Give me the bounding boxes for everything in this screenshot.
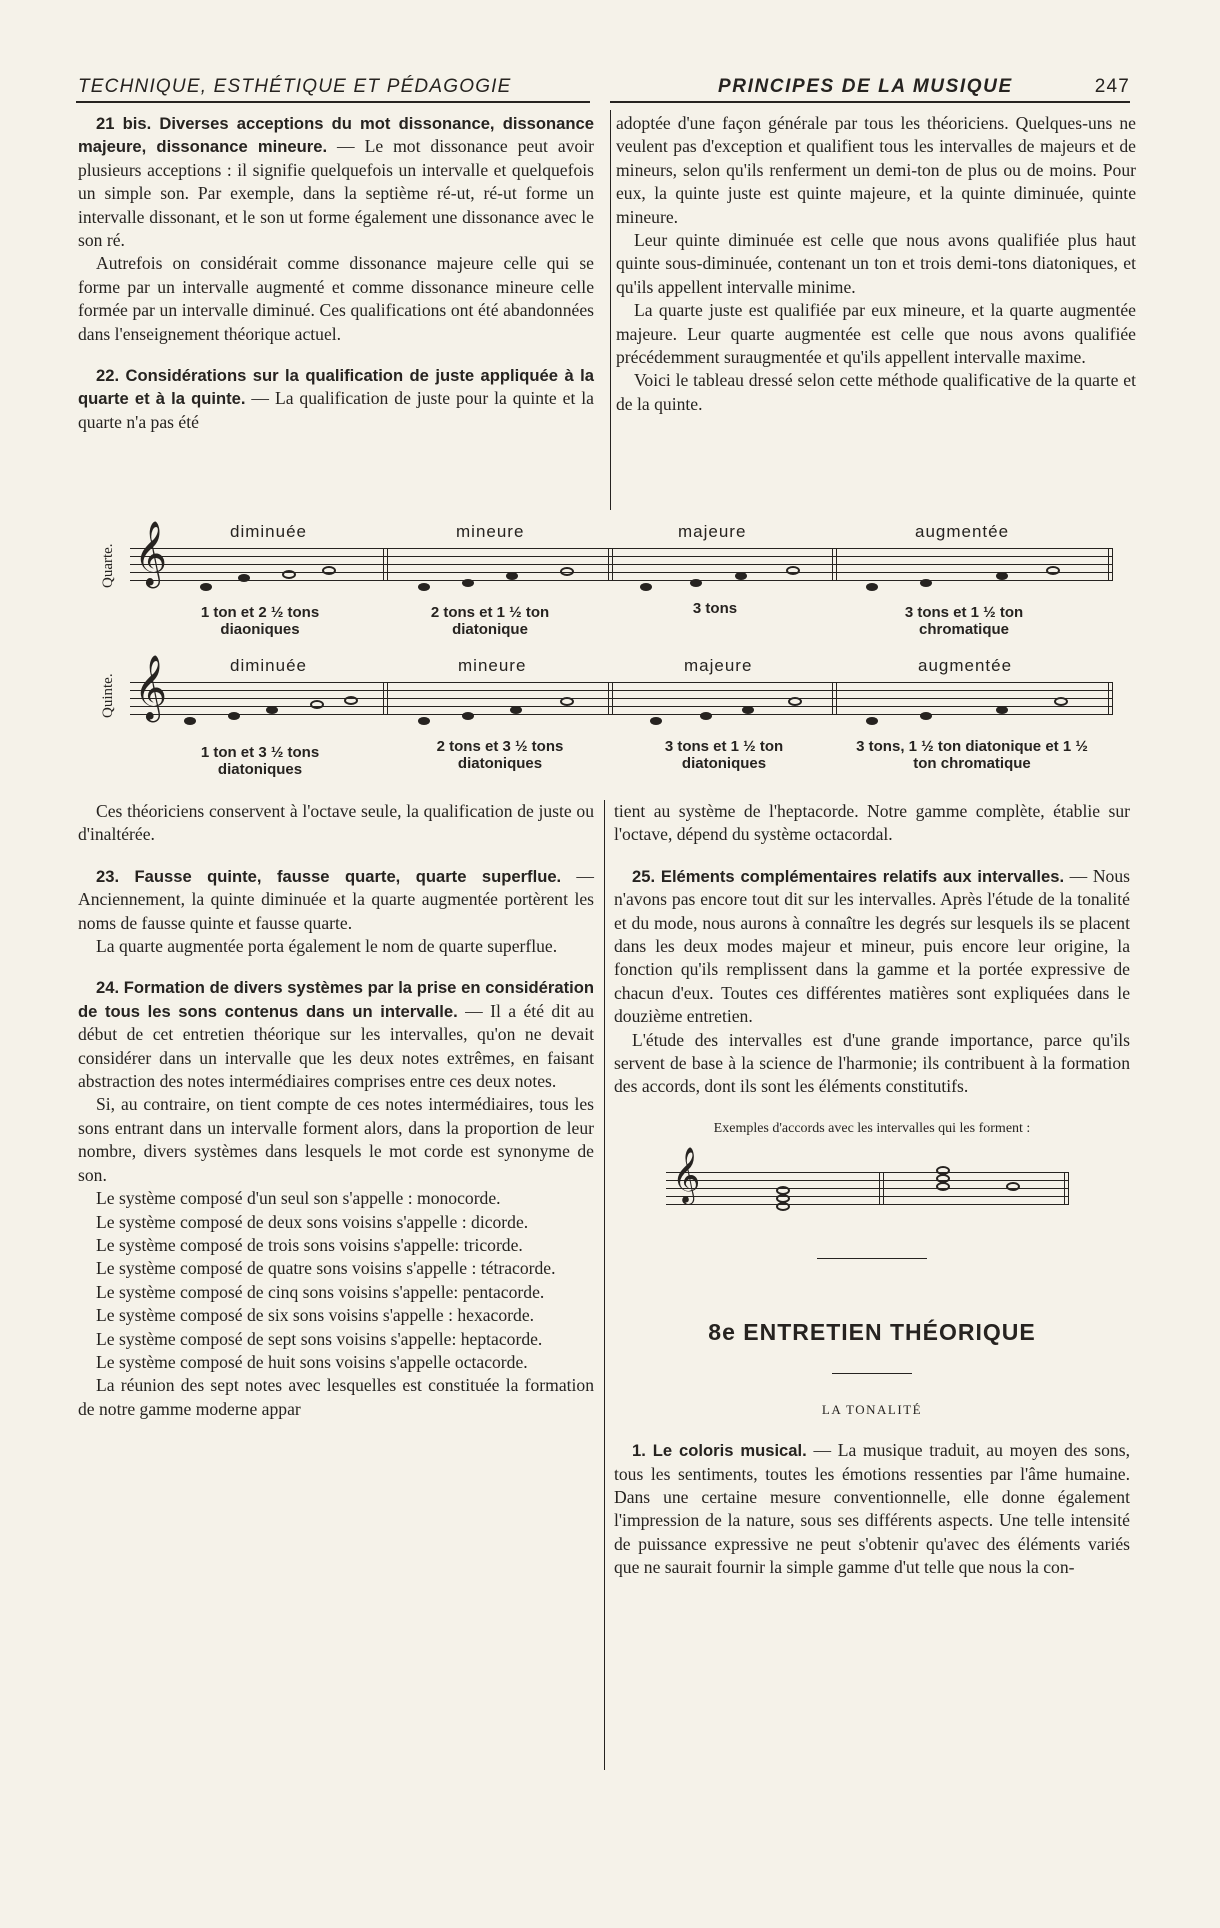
quarte-caption-2: 2 tons et 1 ½ ton diatonique <box>430 604 550 638</box>
example-title: Exemples d'accords avec les intervalles qui les forment : <box>713 1120 1031 1136</box>
section-24-title: 24. Formation de divers systèmes par la prise en considération de tous les sons contenus dans un intervalle. <box>78 978 594 1021</box>
system-item: Le système composé de cinq sons voisins s'appelle: pentacorde. <box>96 1281 545 1302</box>
quinte-heading-1: diminuée <box>230 656 307 675</box>
top-right-column <box>616 112 1136 416</box>
section-21-body: — Le mot dissonance peut avoir plusieurs acceptions : il signifie quelquefois un intervalle et quelquefois un simple son. Par exemple, dans la septième ré-ut, ré-ut forme un intervalle dissonant, et le son ut forme également une dissonance avec le son ré. <box>78 136 594 251</box>
bottom-right-p0: tient au système de l'heptacorde. Notre gamme complète, établie sur l'octave, dépend du système octacordal. <box>614 801 1130 845</box>
section-22-title: 22. Considérations sur la qualification de juste appliquée à la quarte et à la quinte. <box>78 366 594 409</box>
quarte-caption-3: 3 tons <box>692 600 738 617</box>
quarte-caption-4: 3 tons et 1 ½ ton chromatique <box>904 604 1024 638</box>
section-22-body: — La qualification de juste pour la quinte et la quarte n'a pas été <box>78 388 594 432</box>
column-divider-bottom <box>604 800 605 1770</box>
bottom-left-column <box>78 800 594 1421</box>
chapter-subtitle: LA TONALITÉ <box>821 1401 923 1417</box>
bottom-left-p0: Ces théoriciens conservent à l'octave seule, la qualification de juste ou d'inaltérée. <box>78 801 594 845</box>
section-24-body: — Il a été dit au début de cet entretien théorique sur les intervalles, qu'on ne devait considérer dans un intervalle que les deux notes extrêmes, en faisant abstraction des notes intermédiaires comprises entre ces deux notes. <box>78 1000 594 1092</box>
top-right-p4: Voici le tableau dressé selon cette méthode qualificative de la quarte et de la quinte. <box>616 370 1136 414</box>
quarte-heading-3: majeure <box>678 522 747 541</box>
section-25-body: — Nous n'avons pas encore tout dit sur les intervalles. Après l'étude de la tonalité et du mode, nous aurons à connaître les degrés sur lesquels ils se placent dans les deux modes majeur et mineur, puis encore leur origine, la fonction qu'ils remplissent dans la gamme et la portée expressive de chacun d'eux. Toutes ces différentes matières sont expliquées dans le douzième entretien. <box>614 865 1131 1027</box>
section-23-body: — Anciennement, la quinte diminuée et la quarte augmentée portèrent les noms de fausse quinte et fausse quarte. <box>78 865 594 933</box>
quarte-caption-1: 1 ton et 2 ½ tons diaoniques <box>200 604 320 638</box>
treble-clef-icon: 𝄞 <box>672 1149 701 1203</box>
chapter-rule <box>832 1373 912 1374</box>
top-right-p1: adoptée d'une façon générale par tous les théoriciens. Quelques-uns ne veulent pas d'exception et qualifient tous les intervalles de majeurs et de mineurs, selon qu'ils renferment un demi-ton de plus ou de moins. Pour eux, la quinte juste est quinte majeure, et la quinte diminuée, quinte mineure. <box>616 113 1136 227</box>
chapter-heading: 8e ENTRETIEN THÉORIQUE <box>708 1319 1036 1346</box>
system-item: Le système composé de sept sons voisins s'appelle: heptacorde. <box>96 1328 543 1349</box>
header-rule-left <box>76 101 590 103</box>
quinte-label: Quinte. <box>100 673 116 718</box>
section-23-p2: La quarte augmentée porta également le nom de quarte superflue. <box>96 936 558 957</box>
bottom-right-column <box>614 800 1130 1580</box>
header-right: PRINCIPES DE LA MUSIQUE <box>718 76 1013 97</box>
quinte-heading-4: augmentée <box>918 656 1013 675</box>
section-25-p2: L'étude des intervalles est d'une grande importance, parce qu'ils servent de base à la science de l'harmonie; ils contribuent à la formation des accords, dont ils sont les éléments constitutifs. <box>614 1029 1130 1097</box>
quinte-heading-2: mineure <box>458 656 527 675</box>
treble-clef-icon: 𝄞 <box>134 657 168 719</box>
section-1-title: 1. Le coloris musical. <box>632 1441 807 1461</box>
section-25-title: 25. Eléments complémentaires relatifs aux intervalles. <box>632 866 1065 886</box>
page-number: 247 <box>1094 76 1130 97</box>
section-21-title: 21 bis. Diverses acceptions du mot dissonance, dissonance majeure, dissonance mineure. <box>78 114 594 157</box>
bottom-left-last: La réunion des sept notes avec lesquelles est constituée la formation de notre gamme moderne appar <box>78 1375 594 1419</box>
system-item: Le système composé de trois sons voisins s'appelle: tricorde. <box>96 1234 523 1255</box>
column-divider-top <box>610 110 611 510</box>
section-23-title: 23. Fausse quinte, fausse quarte, quarte superflue. <box>96 866 562 886</box>
system-item: Le système composé de deux sons voisins s'appelle : dicorde. <box>96 1211 529 1232</box>
quarte-label: Quarte. <box>100 543 116 588</box>
quinte-heading-3: majeure <box>684 656 753 675</box>
system-item: Le système composé d'un seul son s'appelle : monocorde. <box>96 1188 501 1209</box>
section-21-p2: Autrefois on considérait comme dissonance majeure celle qui se forme par un intervalle augmenté et comme dissonance mineure celle formée par un intervalle diminué. Ces qualifications ont été abandonnées dans l'enseignement théorique actuel. <box>78 253 594 344</box>
system-item: Le système composé de six sons voisins s'appelle : hexacorde. <box>96 1305 535 1326</box>
quarte-heading-2: mineure <box>456 522 525 541</box>
top-left-column <box>78 112 594 434</box>
top-right-p3: La quarte juste est qualifiée par eux mineure, et la quarte augmentée majeure. Leur quarte augmentée est celle que nous avons qualifiée précédemment suraugmentée et qu'ils appellent intervalle maxime. <box>616 300 1136 368</box>
system-item: Le système composé de huit sons voisins s'appelle octacorde. <box>96 1351 528 1372</box>
header-left: TECHNIQUE, ESTHÉTIQUE ET PÉDAGOGIE <box>78 76 512 97</box>
quinte-caption-4: 3 tons, 1 ½ ton diatonique et 1 ½ ton chromatique <box>856 738 1088 772</box>
chord-example <box>666 1149 1068 1224</box>
system-item: Le système composé de quatre sons voisins s'appelle : tétracorde. <box>96 1258 556 1279</box>
running-header <box>78 76 1130 102</box>
divider-rule <box>817 1258 927 1259</box>
section-1-body: — La musique traduit, au moyen des sons, tous les sentiments, toutes les émotions ressenties par l'âme humaine. Dans une certaine mesure conventionnelle, elle donne également l'impression de la nature, sous ses différents aspects. Une telle intensité de puissance expressive ne peut s'obtenir qu'avec des éléments variés que ne saurait fournir la simple gamme d'ut telle que nous la con- <box>614 1440 1130 1578</box>
section-24-p2: Si, au contraire, on tient compte de ces notes intermédiaires, tous les sons entrant dans un intervalle forment alors, dans la proportion de leur nombre, divers systèmes dans lesquels le mot corde est synonyme de son. <box>78 1094 594 1185</box>
quinte-caption-2: 2 tons et 3 ½ tons diatoniques <box>436 738 564 772</box>
quinte-caption-3: 3 tons et 1 ½ ton diatoniques <box>664 738 784 772</box>
quinte-caption-1: 1 ton et 3 ½ tons diatoniques <box>200 744 320 778</box>
quarte-heading-1: diminuée <box>230 522 307 541</box>
treble-clef-icon: 𝄞 <box>134 523 168 585</box>
quarte-heading-4: augmentée <box>915 522 1010 541</box>
header-rule-right <box>610 101 1130 103</box>
top-right-p2: Leur quinte diminuée est celle que nous avons qualifiée plus haut quinte sous-diminuée, contenant un ton et trois demi-tons diatoniques, et qu'ils appellent intervalle minime. <box>616 230 1136 297</box>
